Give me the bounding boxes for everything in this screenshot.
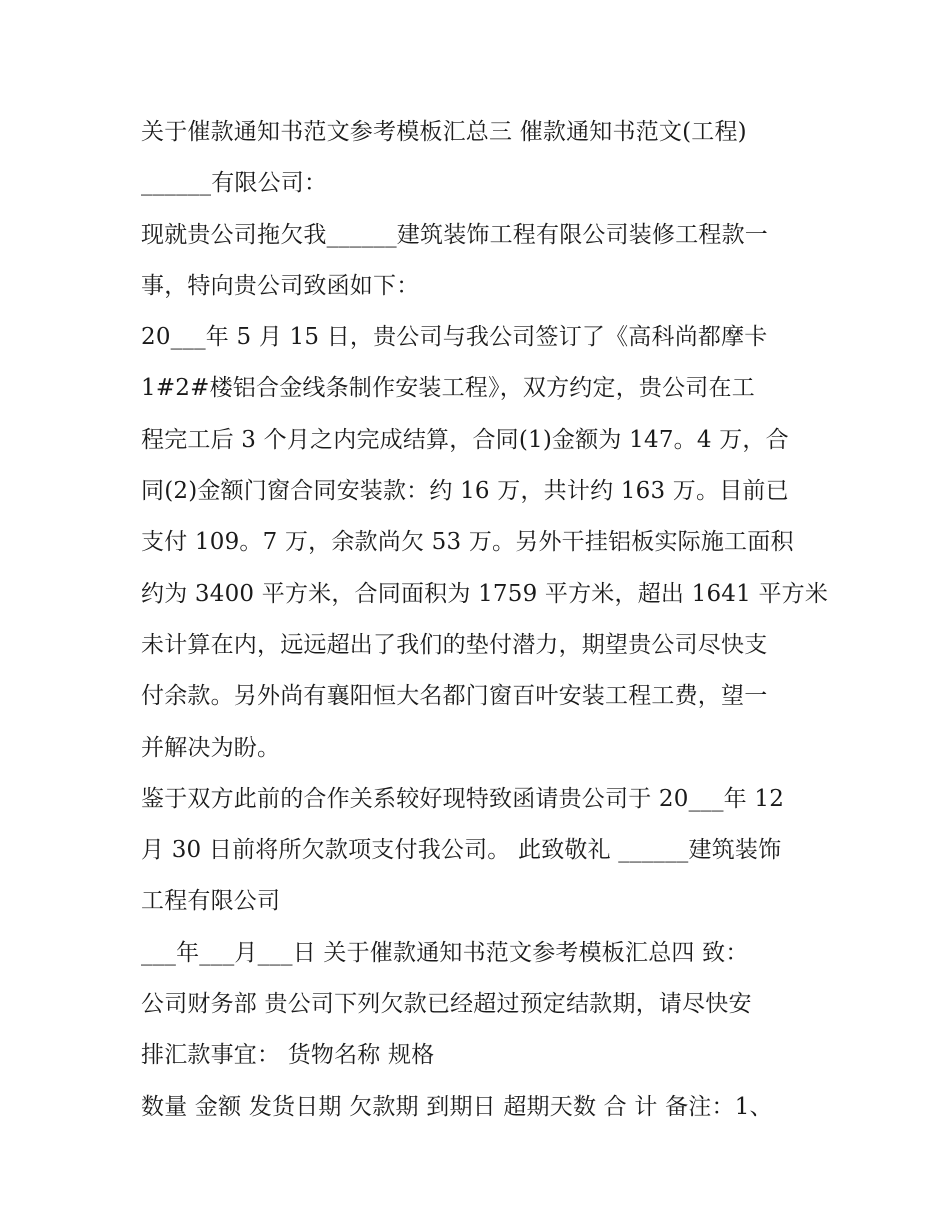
text-line: 工程有限公司	[141, 888, 281, 915]
text-line: ___年___月___日 关于催款通知书范文参考模板汇总四 致：	[141, 939, 749, 966]
text-line: 同(2)金额门窗合同安装款：约 16 万，共计约 163 万。目前已	[141, 478, 789, 505]
text-line: 鉴于双方此前的合作关系较好现特致函请贵公司于 20___年 12	[141, 785, 785, 812]
text-line: 关于催款通知书范文参考模板汇总三 催款通知书范文(工程)	[141, 119, 747, 145]
text-line: 约为 3400 平方米，合同面积为 1759 平方米，超出 1641 平方米	[141, 580, 829, 607]
text-line: 月 30 日前将所欠款项支付我公司。 此致敬礼 ______建筑装饰	[141, 837, 782, 864]
text-line: 现就贵公司拖欠我______建筑装饰工程有限公司装修工程款一	[141, 221, 768, 248]
text-line: ______有限公司：	[141, 170, 328, 197]
text-line: 支付 109。7 万，余款尚欠 53 万。另外干挂铝板实际施工面积	[141, 529, 794, 556]
text-line: 排汇款事宜： 货物名称 规格	[141, 1042, 435, 1069]
text-line: 20___年 5 月 15 日，贵公司与我公司签订了《高科尚都摩卡	[141, 324, 768, 351]
text-line: 付余款。另外尚有襄阳恒大名都门窗百叶安装工程工费，望一	[141, 683, 768, 710]
text-line: 1#2#楼铝合金线条制作安装工程》，双方约定，贵公司在工	[141, 375, 755, 402]
text-line: 数量 金额 发货日期 欠款期 到期日 超期天数 合 计 备注：1、	[141, 1093, 773, 1120]
text-line: 未计算在内，远远超出了我们的垫付潜力，期望贵公司尽快支	[141, 631, 768, 658]
text-line: 程完工后 3 个月之内完成结算，合同(1)金额为 147。4 万，合	[141, 426, 789, 453]
document-body	[141, 107, 829, 1133]
text-line: 公司财务部 贵公司下列欠款已经超过预定结款期，请尽快安	[141, 991, 752, 1018]
text-line: 并解决为盼。	[141, 734, 281, 761]
text-line: 事，特向贵公司致函如下：	[141, 272, 420, 299]
